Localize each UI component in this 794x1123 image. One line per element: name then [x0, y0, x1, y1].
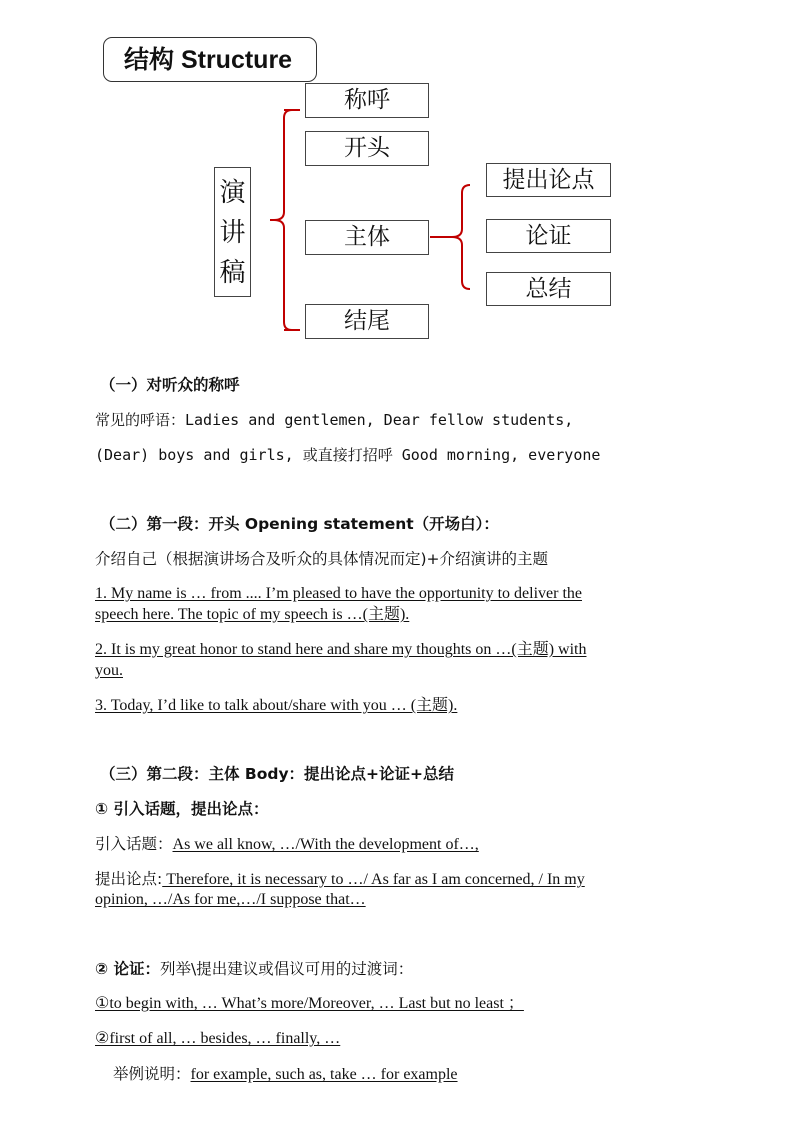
point-text-b: opinion, …/As for me,…/I suppose that… [95, 891, 366, 908]
opening-example-2a: 2. It is my great honor to stand here and share my thoughts on …(主题) with [95, 641, 587, 658]
section1-heading: （一）对听众的称呼 [100, 376, 240, 394]
transition-words-1: ①to begin with, … What’s more/Moreover, … Last but no least ； [95, 995, 524, 1012]
node-opening: 开头 [305, 131, 429, 166]
opening-example-2b: you. [95, 662, 123, 679]
example-text: for example, such as, take … for example [190, 1066, 458, 1083]
node-ending: 结尾 [305, 304, 429, 339]
section3-heading: （三）第二段：主体 Body：提出论点+论证+总结 [100, 765, 455, 783]
topic-intro-label: 引入话题： [95, 835, 173, 853]
section2-intro: 介绍自己（根据演讲场合及听众的具体情况而定)+介绍演讲的主题 [95, 550, 549, 568]
root-node-speech [214, 167, 251, 297]
root-char: 讲 [219, 218, 246, 248]
section1-line1: 常见的呼语：Ladies and gentlemen, Dear fellow students, [95, 411, 574, 429]
root-char: 稿 [219, 258, 246, 288]
node-proof: 论证 [486, 219, 611, 253]
example-row [113, 1063, 458, 1086]
topic-intro-text: As we all know, …/With the development of…, [172, 836, 479, 853]
root-char: 演 [219, 178, 246, 208]
opening-example-3: 3. Today, I’d like to talk about/share with you … (主题). [95, 697, 458, 714]
subsection-proof [95, 958, 413, 980]
node-summary: 总结 [486, 272, 611, 306]
proof-label: ② 论证： [95, 960, 161, 978]
subsection-introduce-topic: ① 引入话题，提出论点： [95, 800, 269, 818]
point-text-a: Therefore, it is necessary to …/ As far as I am concerned, / In my [162, 871, 585, 888]
opening-example-1b: speech here. The topic of my speech is …(主题). [95, 606, 410, 623]
proof-text: 列举\提出建议或倡议可用的过渡词： [160, 960, 414, 978]
point-label: 提出论点: [95, 870, 163, 888]
node-greeting: 称呼 [305, 83, 429, 118]
body-bracket [452, 185, 470, 289]
structure-title: 结构 Structure [103, 37, 317, 82]
section2-heading: （二）第一段：开头 Opening statement（开场白）： [100, 515, 499, 533]
transition-words-2: ②first of all, … besides, … finally, … [95, 1030, 341, 1047]
node-argument: 提出论点 [486, 163, 611, 197]
node-body: 主体 [305, 220, 429, 255]
opening-example-1a: 1. My name is … from .... I’m pleased to have the opportunity to deliver the [95, 585, 582, 602]
section1-line2: (Dear) boys and girls, 或直接打招呼 Good morning, everyone [95, 446, 601, 464]
topic-intro-row [95, 833, 479, 856]
example-label: 举例说明： [113, 1065, 191, 1083]
main-bracket [274, 110, 292, 330]
point-row [95, 868, 585, 891]
